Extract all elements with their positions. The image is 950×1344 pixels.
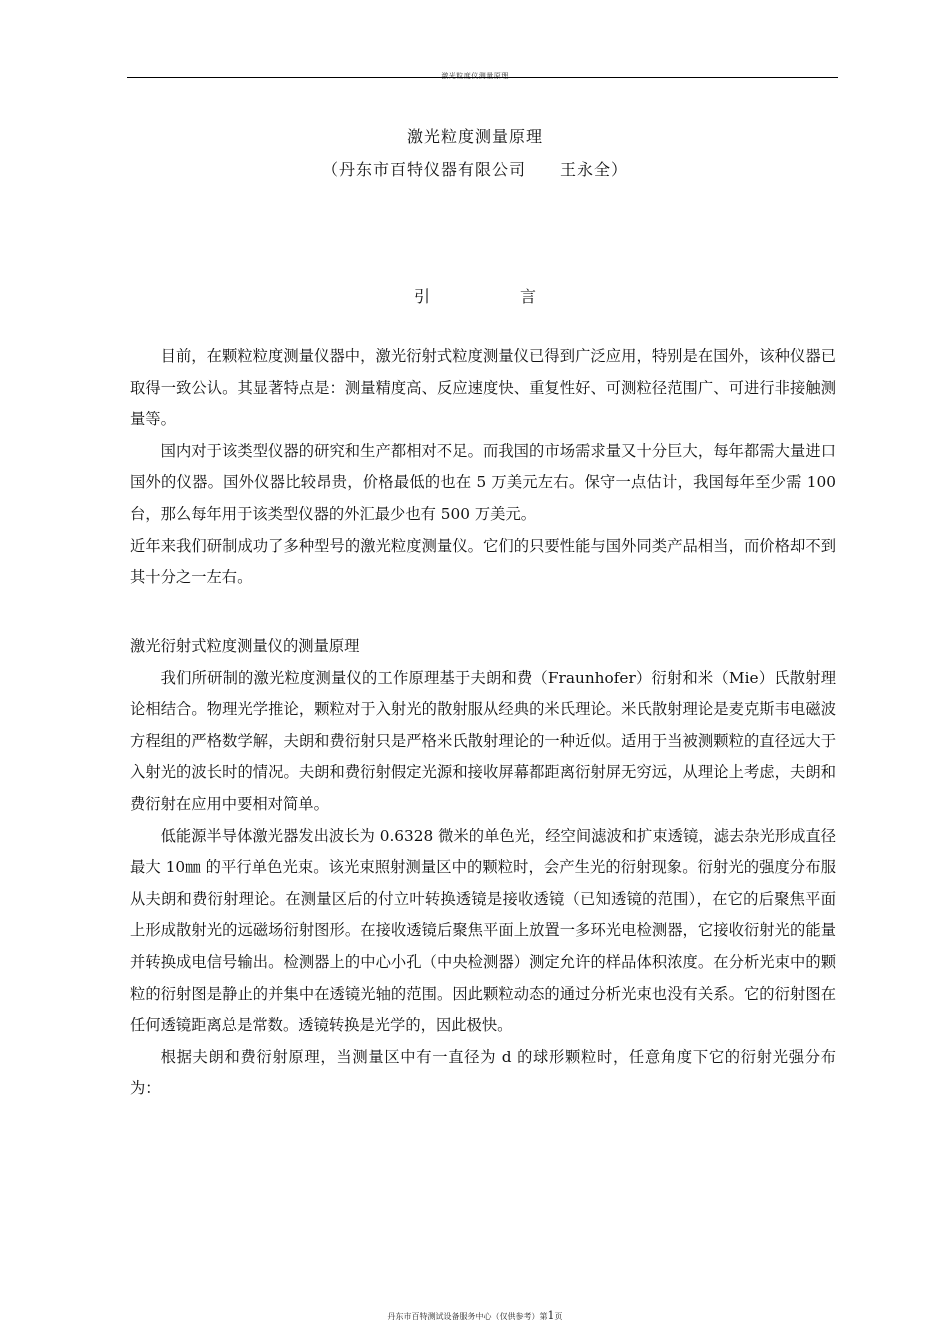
author-affiliation: （丹东市百特仪器有限公司 王永全） [321, 160, 628, 179]
page-number: 1 [547, 1309, 555, 1322]
intro-section [130, 341, 836, 594]
page-footer [0, 1309, 950, 1322]
paragraph: 我们所研制的激光粒度测量仪的工作原理基于夫朗和费（Fraunhofer）衍射和米（Mie）氏散射理论相结合。物理光学推论，颗粒对于入射光的散射服从经典的米氏理论。米氏散射理论是麦克斯韦电磁波方程组的严格数学解，夫朗和费衍射只是严格米氏散射理论的一种近似。适用于当被测颗粒的直径远大于入射光的波长时的情况。夫朗和费衍射假定光源和接收屏幕都距离衍射屏无穷远，从理论上考虑，夫朗和费衍射在应用中要相对简单。 [130, 668, 836, 813]
paragraph: 低能源半导体激光器发出波长为 0.6328 微米的单色光，经空间滤波和扩束透镜，滤去杂光形成直径最大 10㎜ 的平行单色光束。该光束照射测量区中的颗粒时，会产生光的衍射现象。衍射光的强度分布服从夫朗和费衍射理论。在测量区后的付立叶转换透镜是接收透镜（已知透镜的范围），在它的后聚焦平面上形成散射光的远磁场衍射图形。在接收透镜后聚焦平面上放置一多环光电检测器，它接收衍射光的能量并转换成电信号输出。检测器上的中心小孔（中央检测器）测定允许的样品体积浓度。在分析光束中的颗粒的衍射图是静止的并集中在透镜光轴的范围。因此颗粒动态的通过分析光束也没有关系。它的衍射图在任何透镜距离总是常数。透镜转换是光学的，因此极快。 [130, 826, 836, 1035]
header-rule [127, 77, 838, 78]
footer-suffix: 页 [554, 1312, 563, 1321]
paragraph: 目前，在颗粒粒度测量仪器中，激光衍射式粒度测量仪已得到广泛应用，特别是在国外，该种仪器已取得一致公认。其显著特点是：测量精度高、反应速度快、重复性好、可测粒径范围广、可进行非接触测量等。 [130, 347, 836, 429]
paragraph: 根据夫朗和费衍射原理，当测量区中有一直径为 d 的球形颗粒时，任意角度下它的衍射光强分布为： [130, 1047, 836, 1098]
section-heading: 激光衍射式粒度测量仪的测量原理 [130, 637, 360, 655]
document-title: 激光粒度测量原理 [406, 127, 543, 146]
intro-heading: 引言 [413, 287, 626, 306]
paragraph: 国内对于该类型仪器的研究和生产都相对不足。而我国的市场需求量又十分巨大，每年都需大量进口国外的仪器。国外仪器比较昂贵，价格最低的也在 5 万美元左右。保守一点估计，我国每年至少需 100 台，那么每年用于该类型仪器的外汇最少也有 500 万美元。 [130, 441, 836, 523]
principle-section [130, 631, 836, 1105]
running-header: 激光粒度仪测量原理 [441, 72, 509, 80]
footer-label: 丹东市百特测试设备服务中心（仅供参考）第 [387, 1312, 548, 1321]
paragraph: 近年来我们研制成功了多种型号的激光粒度测量仪。它们的只要性能与国外同类产品相当，而价格却不到其十分之一左右。 [130, 536, 836, 587]
